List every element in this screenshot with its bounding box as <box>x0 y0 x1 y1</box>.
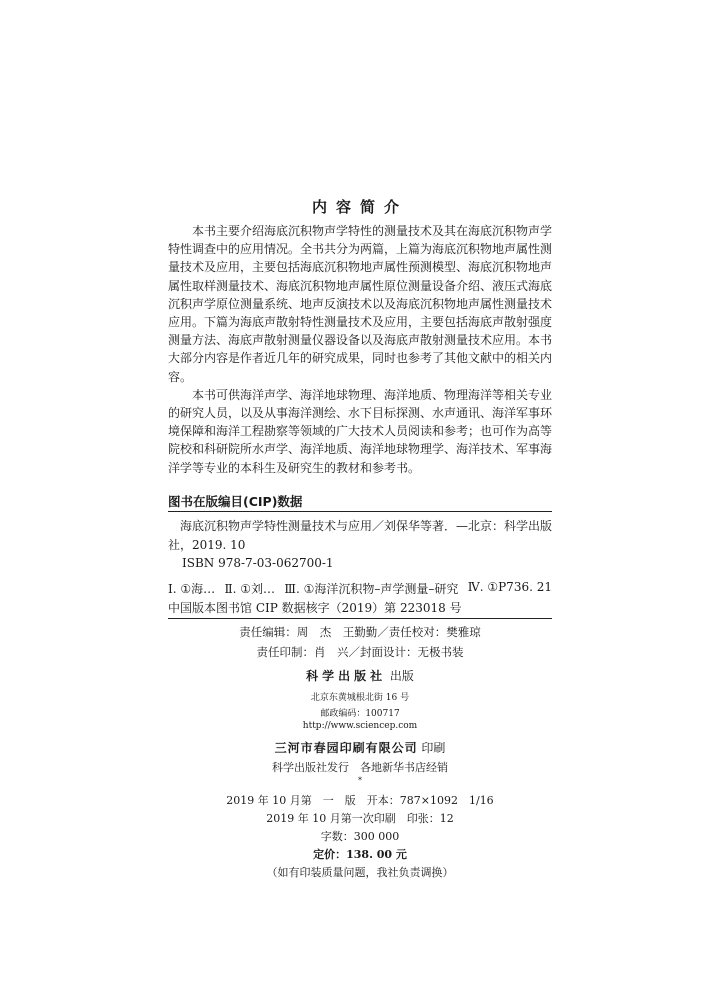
publisher-logo: 科学出版社 <box>306 669 387 683</box>
production-credits: 责任印制：肖 兴／封面设计：无极书装 <box>256 645 464 659</box>
price: 定价：138. 00 元 <box>313 848 407 861</box>
classification-2: Ⅱ. ①刘… <box>224 582 276 596</box>
printing-info: 2019 年 10 月第一次印刷 印张：12 <box>266 812 454 825</box>
cip-heading: 图书在版编目(CIP)数据 <box>168 494 303 509</box>
isbn: ISBN 978-7-03-062700-1 <box>182 556 334 570</box>
cip-record-number: 中国版本图书馆 CIP 数据核字（2019）第 223018 号 <box>168 601 462 615</box>
quality-notice: （如有印装质量问题，我社负责调换） <box>266 866 454 879</box>
cip-entry: 海底沉积物声学特性测量技术与应用／刘保华等著．—北京：科学出版社，2019. 10 <box>168 519 553 552</box>
intro-paragraph-1: 本书主要介绍海底沉积物声学特性的测量技术及其在海底沉积物声学特性调查中的应用情况。全书共分为两篇，上篇为海底沉积物地声属性测量技术及应用，主要包括海底沉积物地声属性预测模型、海底沉积物地声属性取样测量技术、海底沉积物地声属性原位测量设备介绍、液压式海底沉积声学原位测量系统、地声反演技术以及海底沉积物地声属性测量技术应用。下篇为海底声散射特性测量技术及应用，主要包括海底声散射强度测量方法、海底声散射测量仪器设备以及海底声散射测量技术应用。本书大部分内容是作者近几年的研究成果，同时也参考了其他文献中的相关内容。 <box>168 224 553 384</box>
publisher-line <box>0 667 720 684</box>
printer-suffix: 印刷 <box>421 741 446 755</box>
printer-logo: 三河市春园印刷有限公司 <box>274 741 418 755</box>
classification-3: Ⅲ. ①海洋沉积物–声学测量–研究 <box>284 582 459 596</box>
classification-row <box>168 580 552 597</box>
postcode: 邮政编码：100717 <box>320 709 400 719</box>
distribution: 科学出版社发行 各地新华书店经销 <box>272 761 448 774</box>
printer-line <box>0 739 720 756</box>
publisher-url: http://www.sciencep.com <box>302 721 418 731</box>
classification-4: Ⅳ. ①P736. 21 <box>467 580 552 594</box>
cip-top-rule <box>168 511 552 512</box>
separator-star: * <box>358 776 362 785</box>
edition-info: 2019 年 10 月第 一 版 开本：787×1092 1/16 <box>226 794 494 807</box>
intro-body <box>168 222 552 477</box>
classification-1: Ⅰ. ①海… <box>168 582 216 596</box>
publisher-address: 北京东黄城根北街 16 号 <box>310 693 410 703</box>
word-count: 字数：300 000 <box>320 830 400 843</box>
intro-paragraph-2: 本书可供海洋声学、海洋地球物理、海洋地质、物理海洋等相关专业的研究人员，以及从事海洋测绘、水下目标探测、水声通讯、海洋军事环境保障和海洋工程勘察等领域的广大技术人员阅读和参考；也可作为高等院校和科研院所水声学、海洋地质、海洋地球物理学、海洋技术、军事海洋学等专业的本科生及研究生的教材和参考书。 <box>168 387 553 475</box>
intro-title: 内容简介 <box>311 198 408 216</box>
cip-bottom-rule <box>168 618 552 619</box>
publisher-suffix: 出版 <box>389 669 414 683</box>
editor-credits: 责任编辑：周 杰 王勤勤／责任校对：樊雅琼 <box>239 625 481 639</box>
